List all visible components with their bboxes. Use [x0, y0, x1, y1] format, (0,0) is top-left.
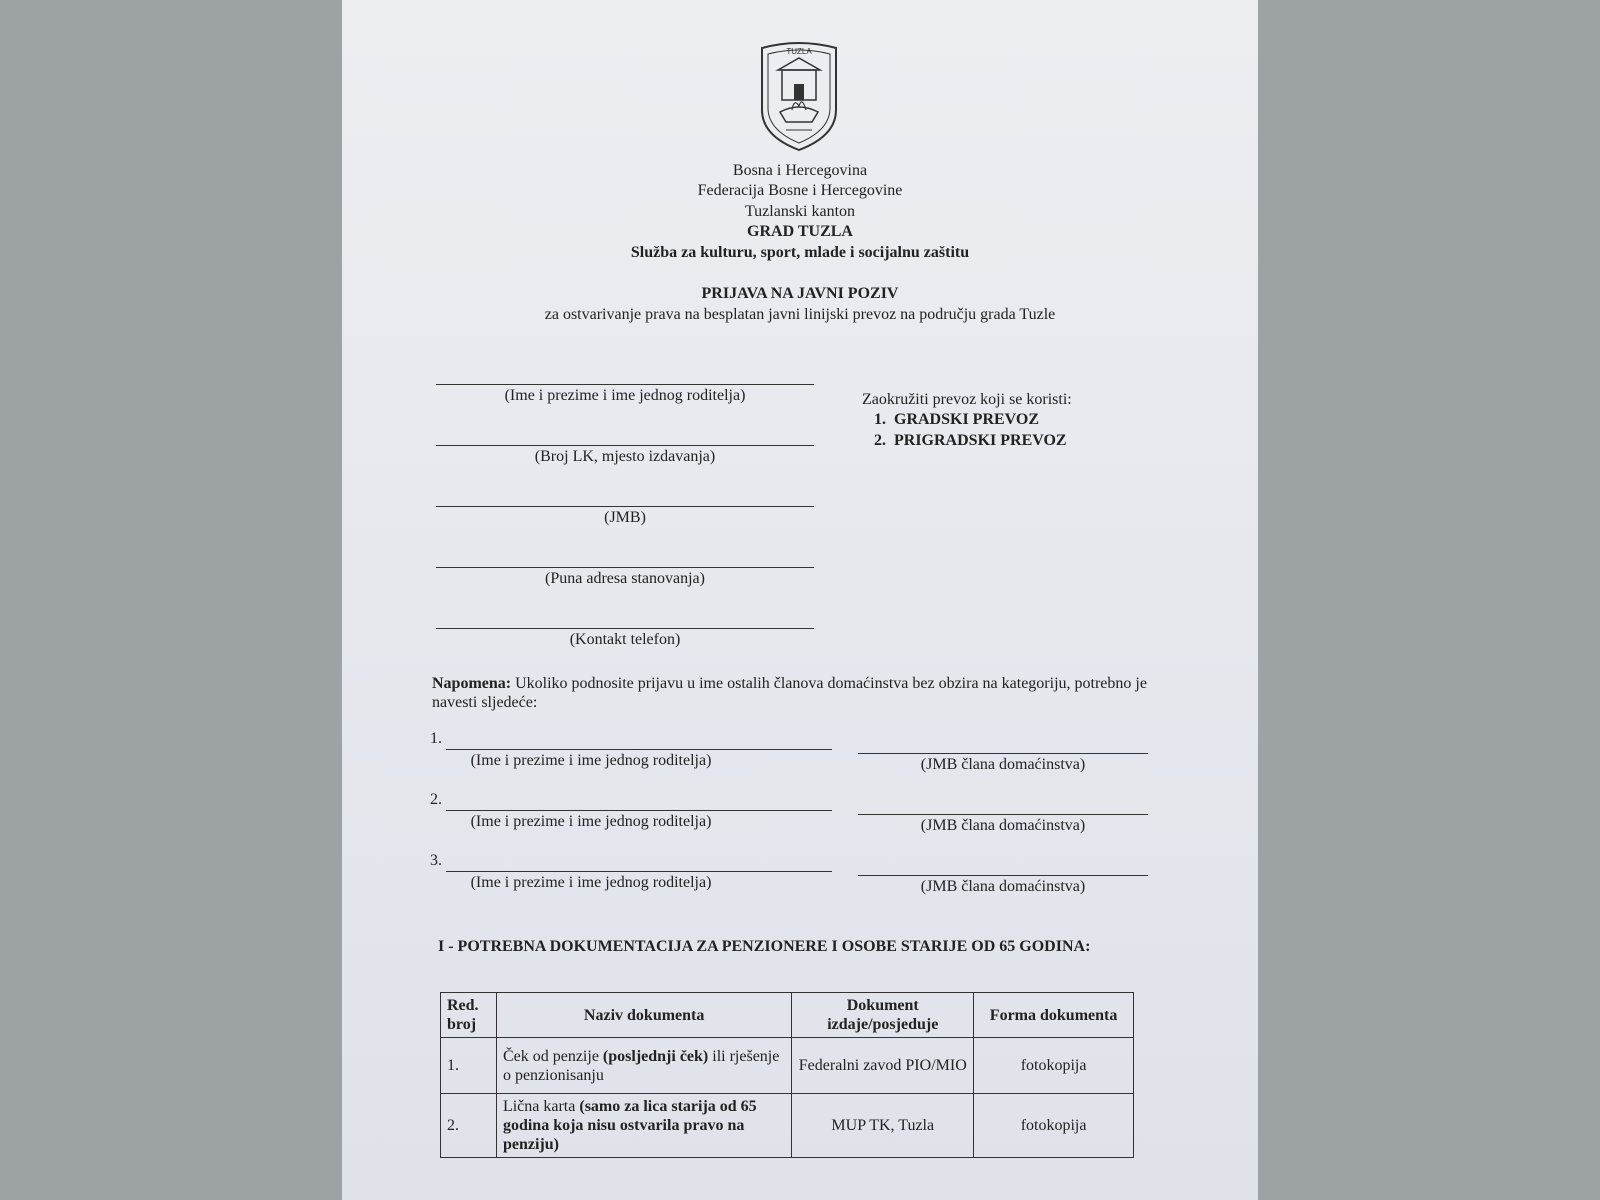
member-1-name-line[interactable]: [446, 749, 832, 750]
note-label: Napomena:: [432, 675, 512, 692]
member-3-name-label: (Ime i prezime i ime jednog roditelja): [470, 874, 712, 891]
id-card-field-line[interactable]: [436, 445, 814, 446]
header-federation: Federacija Bosne i Hercegovine: [697, 182, 903, 199]
row-issuer: Federalni zavod PIO/MIO: [792, 1038, 974, 1094]
transport-prompt: Zaokružiti prevoz koji se koristi:: [862, 391, 1072, 408]
col-header-number: Red. broj: [441, 993, 497, 1038]
col-header-issuer: Dokument izdaje/posjeduje: [792, 993, 974, 1038]
header-city: GRAD TUZLA: [747, 223, 853, 240]
city-emblem-seal: [754, 40, 844, 152]
row-document-name: [496, 1038, 791, 1094]
form-subtitle: za ostvarivanje prava na besplatan javni linijski prevoz na području grada Tuzle: [544, 306, 1056, 323]
phone-field-label: (Kontakt telefon): [569, 631, 681, 648]
member-2-name-line[interactable]: [446, 810, 832, 811]
col-header-form: Forma dokumenta: [974, 993, 1134, 1038]
header-country: Bosna i Hercegovina: [732, 162, 868, 179]
documents-table: [440, 992, 1134, 1158]
row-form: fotokopija: [974, 1094, 1134, 1158]
note-text: Ukoliko podnosite prijavu u ime ostalih članova domaćinstva bez obzira na kategoriju, potrebno je navesti sljedeće:: [432, 675, 1147, 711]
name-field-label: (Ime i prezime i ime jednog roditelja): [504, 387, 746, 404]
member-1-jmb-line[interactable]: [858, 753, 1148, 754]
transport-option-suburban[interactable]: 2. PRIGRADSKI PREVOZ: [874, 432, 1067, 449]
form-title: PRIJAVA NA JAVNI POZIV: [701, 285, 899, 302]
doc-name-part: ili rješenje o penzionisanju: [502, 1047, 780, 1084]
doc-name-part: Lična karta: [502, 1098, 580, 1115]
doc-name-part: Ček od penzije: [502, 1047, 603, 1065]
row-document-name: [496, 1094, 791, 1158]
jmb-field-line[interactable]: [436, 506, 814, 507]
member-3-jmb-label: (JMB člana domaćinstva): [920, 878, 1086, 895]
row-number: 2.: [441, 1094, 497, 1158]
member-3-number: 3.: [430, 852, 442, 869]
address-field-label: (Puna adresa stanovanja): [545, 570, 705, 587]
row-form: fotokopija: [974, 1038, 1134, 1094]
table-row: [441, 1094, 1134, 1158]
member-1-number: 1.: [430, 730, 442, 747]
member-3-name-line[interactable]: [446, 871, 832, 872]
table-header-row: [441, 993, 1134, 1038]
member-2-jmb-line[interactable]: [858, 814, 1148, 815]
member-1-name-label: (Ime i prezime i ime jednog roditelja): [470, 752, 712, 769]
doc-name-bold-part: (samo za lica starija od 65 godina koja nisu ostvarila pravo na penziju): [502, 1098, 757, 1153]
emblem-text: TUZLA: [786, 47, 812, 56]
doc-name-bold-part: (posljednji ček): [602, 1047, 709, 1065]
transport-option-city[interactable]: 1. GRADSKI PREVOZ: [874, 411, 1040, 428]
member-1-jmb-label: (JMB člana domaćinstva): [920, 756, 1086, 773]
note-paragraph: [432, 674, 1160, 712]
member-2-number: 2.: [430, 791, 442, 808]
header-service: Služba za kulturu, sport, mlade i socijalnu zaštitu: [630, 244, 970, 261]
col-header-document-name: Naziv dokumenta: [496, 993, 791, 1038]
member-2-jmb-label: (JMB člana domaćinstva): [920, 817, 1086, 834]
jmb-field-label: (JMB): [604, 509, 646, 526]
member-2-name-label: (Ime i prezime i ime jednog roditelja): [470, 813, 712, 830]
row-number: 1.: [441, 1038, 497, 1094]
phone-field-line[interactable]: [436, 628, 814, 629]
member-3-jmb-line[interactable]: [858, 875, 1148, 876]
name-field-line[interactable]: [436, 384, 814, 385]
section-1-heading: I - POTREBNA DOKUMENTACIJA ZA PENZIONERE I OSOBE STARIJE OD 65 GODINA:: [438, 938, 1091, 955]
address-field-line[interactable]: [436, 567, 814, 568]
row-issuer: MUP TK, Tuzla: [792, 1094, 974, 1158]
id-card-field-label: (Broj LK, mjesto izdavanja): [534, 448, 716, 465]
header-canton: Tuzlanski kanton: [744, 203, 856, 220]
table-row: [441, 1038, 1134, 1094]
